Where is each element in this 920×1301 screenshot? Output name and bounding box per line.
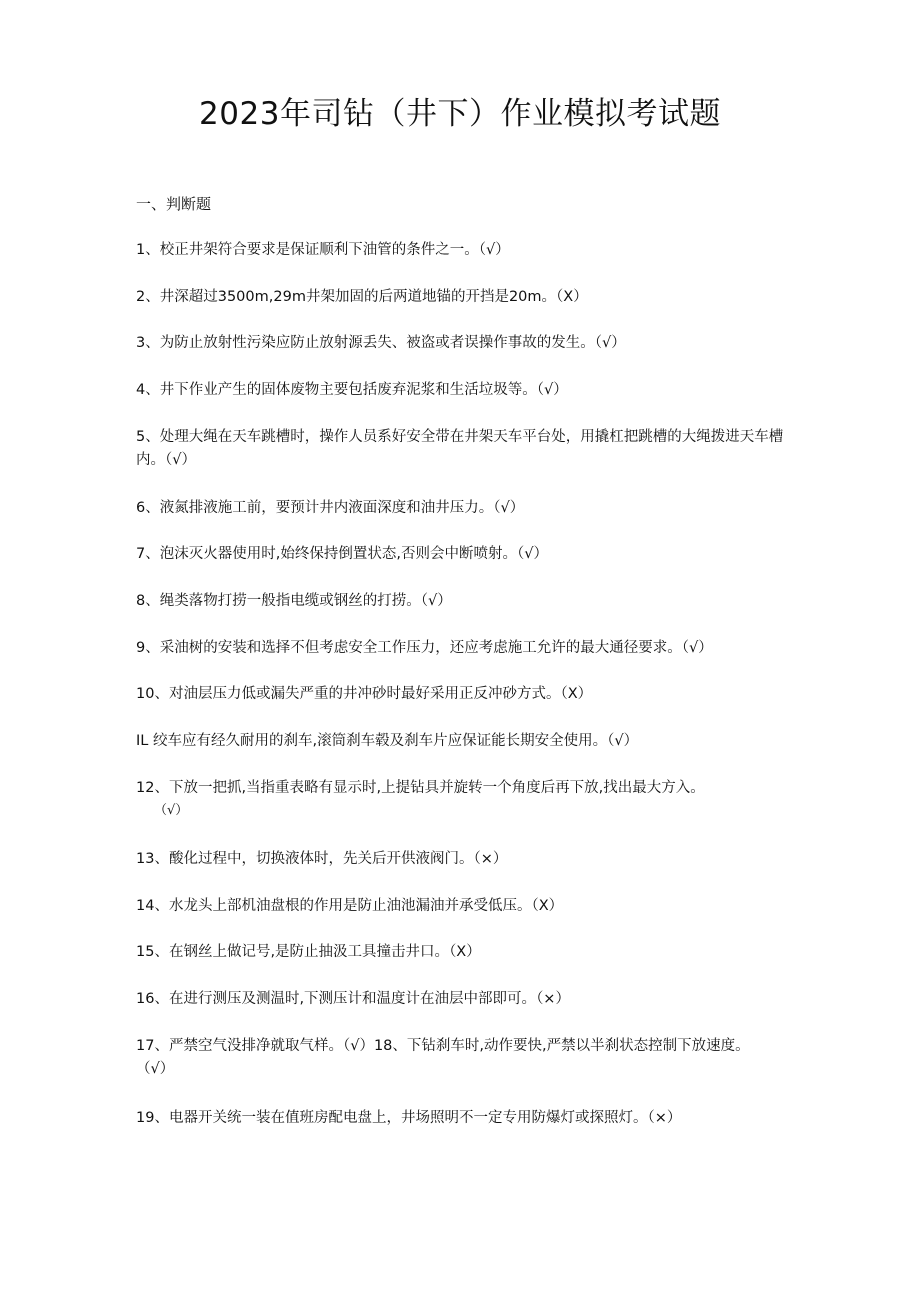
question-11: [136, 730, 786, 753]
question-13: [136, 848, 786, 871]
question-15: [136, 941, 786, 964]
question-number: 6、: [136, 500, 160, 516]
question-1: [136, 239, 786, 262]
question-text: 在钢丝上做记号,是防止抽汲工具撞击井口。: [168, 944, 450, 960]
question-answer: （√）: [136, 1061, 175, 1077]
question-16: [136, 988, 786, 1011]
question-number: 9、: [136, 640, 160, 656]
question-6: [136, 497, 786, 520]
question-text: 绳类落物打捞一般指电缆或钢丝的打捞。: [159, 593, 421, 609]
question-text: 下钻刹车时,动作要快,严禁以半刹状态控制下放速度。: [406, 1038, 750, 1054]
question-7: [136, 543, 786, 566]
question-text: 井下作业产生的固体废物主要包括废弃泥浆和生活垃圾等。: [159, 382, 537, 398]
question-9: [136, 637, 796, 660]
question-answer: （√）: [607, 733, 639, 749]
question-14: [136, 895, 786, 918]
document-title: 2023年司钻（井下）作业模拟考试题: [199, 96, 721, 132]
question-number: IL: [136, 733, 149, 749]
question-answer: （√）: [420, 593, 452, 609]
question-8: [136, 590, 786, 613]
question-number: 14、: [136, 898, 169, 914]
question-2: [136, 286, 786, 309]
question-number: 19、: [136, 1110, 169, 1126]
question-number: 13、: [136, 851, 169, 867]
question-text: 采油树的安装和选择不但考虑安全工作压力，还应考虑施工允许的最大通径要求。: [159, 640, 682, 656]
question-text: 水龙头上部机油盘根的作用是防止油池漏油并承受低压。: [168, 898, 532, 914]
question-answer: （√）: [493, 500, 525, 516]
question-number: 15、: [136, 944, 169, 960]
question-answer: （√）: [154, 803, 189, 818]
question-text: 绞车应有经久耐用的刹车,滚筒刹车毂及刹车片应保证能长期安全使用。: [152, 733, 608, 749]
question-answer: （×）: [536, 991, 570, 1007]
question-answer: （√）: [478, 242, 510, 258]
question-number: 17、: [136, 1038, 169, 1054]
question-text: 液氮排液施工前，要预计井内液面深度和油井压力。: [159, 500, 494, 516]
question-number: 8、: [136, 593, 160, 609]
question-number: 2、: [136, 289, 160, 305]
question-text: 严禁空气没排净就取气样。: [168, 1038, 343, 1054]
question-text: 电器开关统一装在值班房配电盘上，井场照明不一定专用防爆灯或探照灯。: [168, 1110, 648, 1126]
question-text: 井深超过3500m,29m井架加固的后两道地锚的开挡是20m。: [159, 289, 557, 305]
section-heading: 一、判断题: [136, 195, 212, 213]
question-text: 为防止放射性污染应防止放射源丢失、被盗或者误操作事故的发生。: [159, 335, 595, 351]
question-answer: （√）: [681, 640, 713, 656]
question-number: 18、: [373, 1038, 407, 1054]
question-number: 3、: [136, 335, 160, 351]
question-10: [136, 683, 786, 706]
question-12: [136, 777, 776, 822]
question-answer: （√）: [594, 335, 626, 351]
question-answer: （X）: [560, 686, 593, 702]
question-answer: （×）: [647, 1110, 682, 1126]
question-text: 下放一把抓,当指重表略有显示时,上提钻具并旋转一个角度后再下放,找出最大方入。: [168, 780, 705, 796]
question-text: 处理大绳在天车跳槽时，操作人员系好安全带在井架天车平台处，用撬杠把跳槽的大绳拨进天车槽内。: [136, 429, 784, 468]
question-number: 5、: [136, 429, 160, 445]
question-answer: （√）: [536, 382, 568, 398]
question-number: 1、: [136, 242, 160, 258]
question-text: 校正井架符合要求是保证顺利下油管的条件之一。: [159, 242, 479, 258]
question-number: 4、: [136, 382, 160, 398]
question-text: 泡沫灭火器使用时,始终保持倒置状态,否则会中断喷射。: [159, 546, 517, 562]
question-answer: （√）: [342, 1038, 374, 1054]
question-number: 7、: [136, 546, 160, 562]
question-text: 在进行测压及测温时,下测压计和温度计在油层中部即可。: [168, 991, 537, 1007]
question-text: 酸化过程中，切换液体时，先关后开供液阀门。: [168, 851, 474, 867]
question-19: [136, 1107, 796, 1130]
question-text: 对油层压力低或漏失严重的井冲砂时最好采用正反冲砂方式。: [168, 686, 561, 702]
question-4: [136, 379, 786, 402]
question-answer: （X）: [449, 944, 481, 960]
question-17-18: [136, 1035, 776, 1081]
question-3: [136, 332, 786, 355]
question-number: 10、: [136, 686, 169, 702]
question-answer: （√）: [516, 546, 548, 562]
question-answer: （×）: [473, 851, 508, 867]
question-number: 16、: [136, 991, 169, 1007]
question-answer: （X）: [531, 898, 564, 914]
question-5: [136, 426, 786, 472]
question-answer: （√）: [165, 452, 196, 468]
question-answer: （X）: [556, 289, 588, 305]
question-number: 12、: [136, 780, 169, 796]
